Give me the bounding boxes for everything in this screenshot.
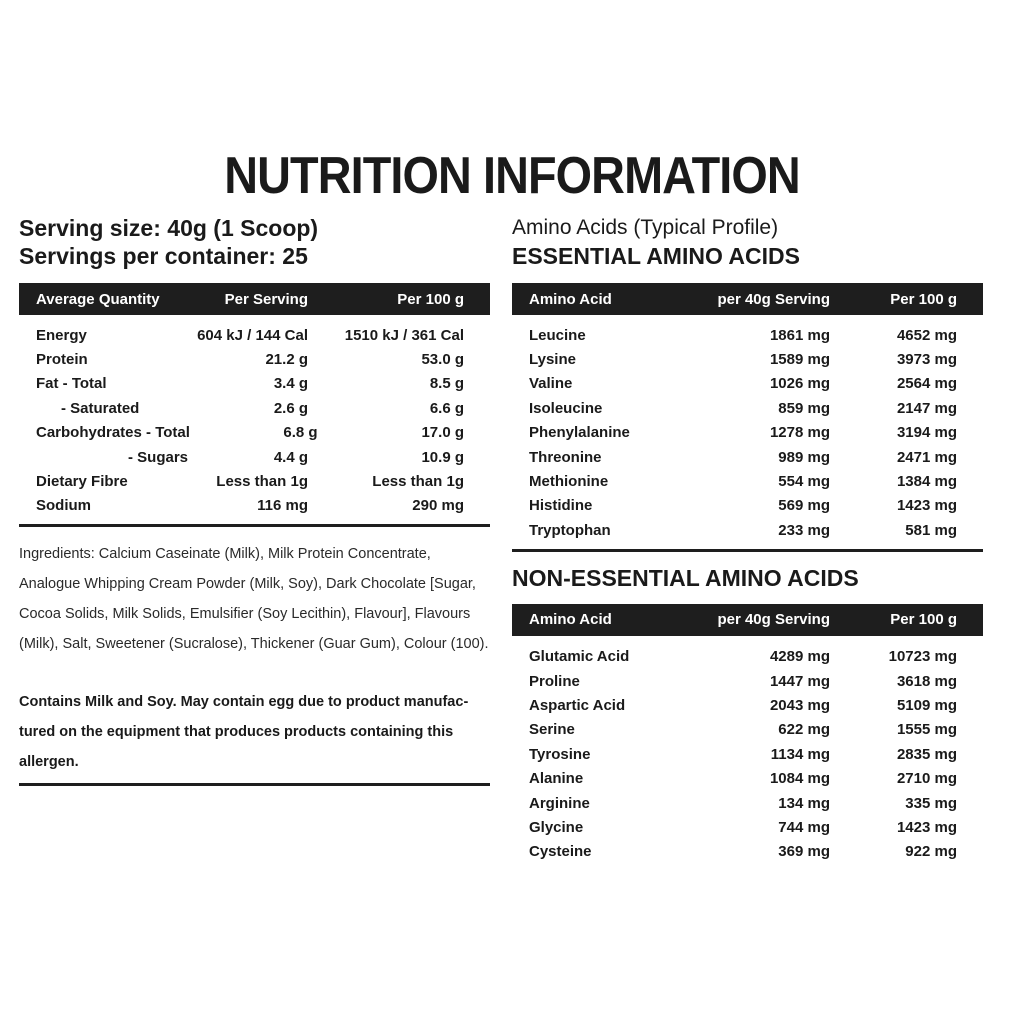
header-per-serving: per 40g Serving (717, 611, 830, 629)
amino-name: Lysine (529, 351, 576, 369)
row-per-serving: 21.2 g (265, 351, 308, 369)
amino-per-serving: 2043 mg (769, 696, 830, 714)
table-row (512, 766, 983, 790)
amino-per-100g: 3194 mg (896, 424, 957, 442)
amino-per-serving: 744 mg (778, 818, 830, 836)
amino-per-serving: 369 mg (778, 843, 830, 861)
nutrition-table-body (19, 315, 490, 524)
amino-name: Methionine (529, 473, 609, 491)
table-row (19, 396, 490, 420)
amino-per-100g: 5109 mg (896, 696, 957, 714)
header-amino-acid: Amino Acid (529, 611, 612, 629)
table-row (512, 693, 983, 717)
amino-per-serving: 1447 mg (769, 672, 830, 690)
amino-profile-title: Amino Acids (Typical Profile) (512, 216, 779, 239)
amino-name: Alanine (529, 770, 584, 788)
amino-per-100g: 2710 mg (896, 770, 957, 788)
amino-per-100g: 1555 mg (896, 721, 957, 739)
amino-name: Histidine (529, 497, 593, 515)
row-per-100g: 17.0 g (421, 424, 464, 442)
row-label: Carbohydrates - Total (36, 424, 190, 442)
amino-name: Aspartic Acid (529, 696, 626, 714)
header-per-100g: Per 100 g (890, 290, 957, 308)
amino-per-serving: 569 mg (778, 497, 830, 515)
amino-per-100g: 922 mg (905, 843, 957, 861)
amino-name: Cysteine (529, 843, 592, 861)
amino-per-100g: 1384 mg (896, 473, 957, 491)
divider (512, 549, 983, 552)
row-per-serving: 604 kJ / 144 Cal (197, 326, 308, 344)
table-row (19, 323, 490, 347)
nonessential-table-header (512, 604, 983, 636)
table-row (512, 469, 983, 493)
amino-per-100g: 10723 mg (888, 648, 957, 666)
table-row (19, 347, 490, 371)
row-per-100g: 8.5 g (429, 375, 464, 393)
nutrition-column (19, 214, 490, 786)
divider (19, 524, 490, 527)
amino-per-serving: 233 mg (778, 521, 830, 539)
amino-per-serving: 4289 mg (769, 648, 830, 666)
amino-name: Glycine (529, 818, 584, 836)
amino-per-100g: 581 mg (905, 521, 957, 539)
header-per-serving: per 40g Serving (717, 290, 830, 308)
ingredients-text: Ingredients: Calcium Caseinate (Milk), Milk Protein Concentrate, Analogue Whipping Cream Powder (Milk, Soy), Dark Chocolate [Sugar, Cocoa Solids, Milk Solids, Emulsifier (Soy Lecithin), Flavour], Flavours (Milk), Salt, Sweetener (Sucralose), Thickener (Guar Gum), Colour (100). (19, 546, 489, 653)
row-per-serving: 116 mg (257, 497, 308, 515)
row-label: Sodium (36, 497, 91, 515)
amino-name: Isoleucine (529, 399, 603, 417)
row-per-100g: 53.0 g (421, 351, 464, 369)
servings-per-container: Servings per container: 25 (19, 243, 308, 269)
page-title: NUTRITION INFORMATION (224, 147, 800, 205)
amino-per-100g: 2147 mg (896, 399, 957, 417)
header-per-100g: Per 100 g (890, 611, 957, 629)
amino-name: Threonine (529, 448, 602, 466)
amino-per-serving: 1134 mg (770, 745, 830, 763)
table-row (512, 323, 983, 347)
row-per-serving: 6.8 g (283, 424, 318, 442)
row-per-serving: 3.4 g (273, 375, 308, 393)
essential-table-header (512, 283, 983, 315)
row-label: Fat - Total (36, 375, 107, 393)
table-row (19, 445, 490, 469)
divider (19, 783, 490, 786)
essential-table-body (512, 315, 983, 549)
row-per-serving: Less than 1g (216, 473, 308, 491)
amino-name: Tyrosine (529, 745, 591, 763)
amino-per-100g: 3973 mg (896, 351, 957, 369)
amino-per-100g: 1423 mg (896, 497, 957, 515)
row-per-100g: Less than 1g (372, 473, 464, 491)
row-per-100g: 10.9 g (421, 448, 464, 466)
table-row (512, 742, 983, 766)
row-label: Dietary Fibre (36, 473, 128, 491)
amino-name: Proline (529, 672, 580, 690)
header-average-quantity: Average Quantity (36, 290, 160, 308)
amino-per-serving: 1084 mg (769, 770, 830, 788)
amino-per-serving: 989 mg (778, 448, 830, 466)
amino-per-serving: 554 mg (778, 473, 830, 491)
row-per-serving: 4.4 g (273, 448, 308, 466)
amino-per-100g: 1423 mg (896, 818, 957, 836)
amino-name: Leucine (529, 326, 586, 344)
table-row (512, 347, 983, 371)
header-amino-acid: Amino Acid (529, 290, 612, 308)
table-row (512, 815, 983, 839)
amino-per-serving: 1861 mg (769, 326, 830, 344)
nonessential-amino-title: NON-ESSENTIAL AMINO ACIDS (512, 564, 859, 591)
table-row (19, 494, 490, 518)
amino-name: Valine (529, 375, 573, 393)
amino-per-serving: 1026 mg (769, 375, 830, 393)
table-row (512, 421, 983, 445)
amino-per-serving: 1278 mg (769, 424, 830, 442)
allergen-statement: Contains Milk and Soy. May contain egg due to product manufac- tured on the equipment that produces products containing this allergen. (19, 694, 469, 771)
amino-per-100g: 2564 mg (896, 375, 957, 393)
row-per-100g: 290 mg (412, 497, 464, 515)
table-row (19, 372, 490, 396)
essential-amino-title: ESSENTIAL AMINO ACIDS (512, 243, 800, 269)
amino-per-serving: 859 mg (778, 399, 830, 417)
table-row (512, 396, 983, 420)
amino-per-100g: 3618 mg (896, 672, 957, 690)
amino-name: Phenylalanine (529, 424, 630, 442)
table-row (512, 669, 983, 693)
amino-name: Tryptophan (529, 521, 611, 539)
table-row (19, 469, 490, 493)
table-row (19, 421, 490, 445)
table-row (512, 494, 983, 518)
nutrition-table-header (19, 283, 490, 315)
amino-per-serving: 622 mg (778, 721, 830, 739)
table-row (512, 718, 983, 742)
amino-column (512, 214, 983, 864)
nonessential-table-body (512, 636, 983, 865)
table-row (512, 518, 983, 542)
row-label: - Sugars (127, 448, 188, 466)
row-per-serving: 2.6 g (273, 399, 308, 417)
row-per-100g: 6.6 g (429, 399, 464, 417)
amino-name: Serine (529, 721, 575, 739)
table-row (512, 645, 983, 669)
amino-per-serving: 134 mg (778, 794, 830, 812)
row-label: - Saturated (61, 399, 140, 417)
amino-per-100g: 335 mg (905, 794, 957, 812)
table-row (512, 791, 983, 815)
row-per-100g: 1510 kJ / 361 Cal (344, 326, 464, 344)
amino-per-100g: 2471 mg (896, 448, 957, 466)
table-row (512, 840, 983, 864)
amino-per-100g: 2835 mg (896, 745, 957, 763)
header-per-100g: Per 100 g (397, 290, 464, 308)
serving-size: Serving size: 40g (1 Scoop) (19, 215, 319, 241)
amino-name: Arginine (529, 794, 590, 812)
table-row (512, 445, 983, 469)
row-label: Energy (36, 326, 87, 344)
amino-per-100g: 4652 mg (896, 326, 957, 344)
header-per-serving: Per Serving (224, 290, 308, 308)
table-row (512, 372, 983, 396)
amino-per-serving: 1589 mg (769, 351, 830, 369)
row-label: Protein (36, 351, 88, 369)
amino-name: Glutamic Acid (529, 648, 630, 666)
